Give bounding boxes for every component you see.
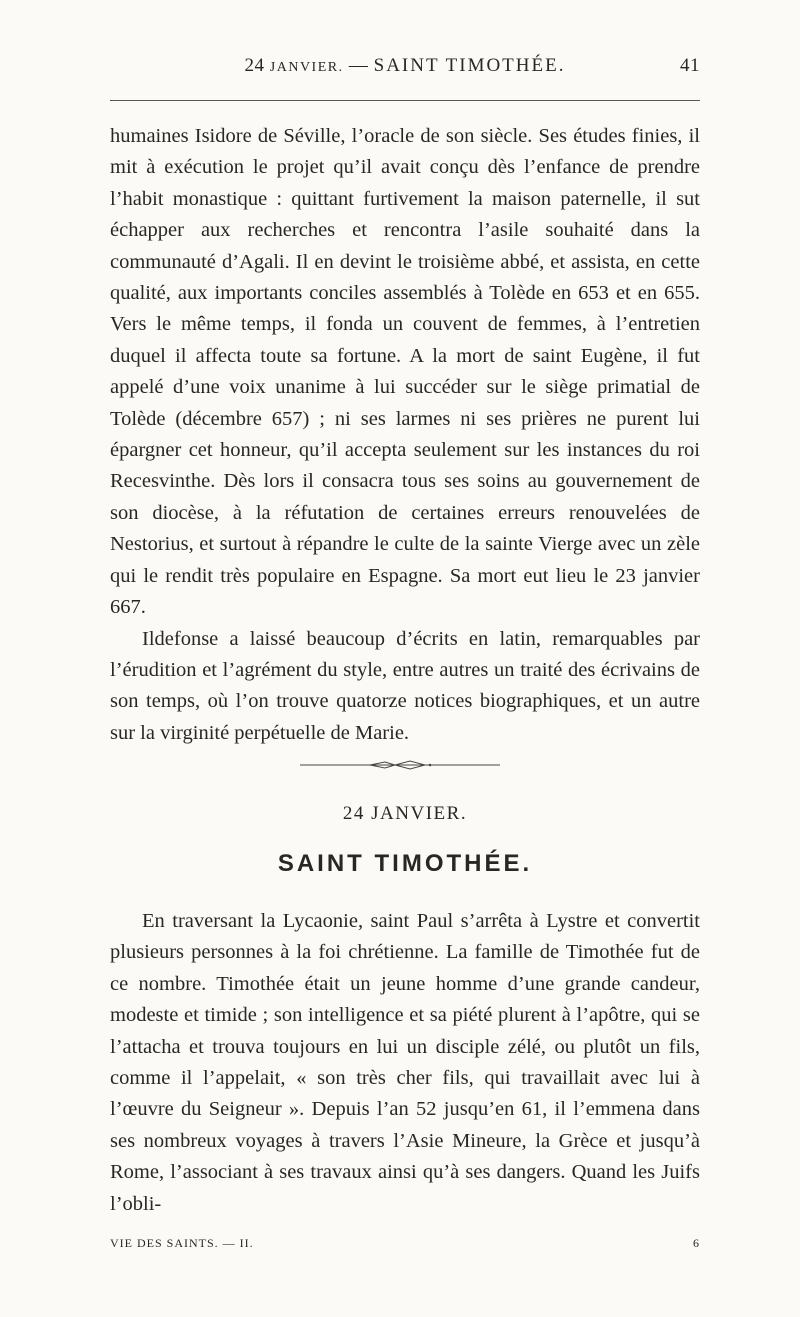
section-ornament	[300, 758, 500, 772]
running-head-separator: —	[348, 55, 369, 76]
page-number: 41	[680, 55, 700, 76]
footer-signature: VIE DES SAINTS. — II.	[110, 1236, 254, 1250]
running-head-day: 24	[244, 55, 265, 76]
header-rule	[110, 100, 700, 101]
text-block-bottom	[110, 906, 700, 1220]
running-head-month: JANVIER.	[269, 60, 344, 75]
footer-sheet-mark: 6	[693, 1236, 700, 1250]
text-block-top	[110, 121, 700, 749]
paragraph-isidore: humaines Isidore de Séville, l’oracle de son siècle. Ses études finies, il mit à exécution le projet qu’il avait conçu dès l’enfance de prendre l’habit monastique : quittant furtivement la maison paternelle, il sut échapper aux recherches et rencontra l’asile souhaité dans la communauté d’Agali. Il en devint le troisième abbé, et assista, en cette qualité, aux importants conciles assemblés à Tolède en 653 et en 655. Vers le même temps, il fonda un couvent de femmes, à l’entretien duquel il affecta toute sa fortune. A la mort de saint Eugène, il fut appelé d’une voix unanime à lui succéder sur le siège primatial de Tolède (décembre 657) ; ni ses larmes ni ses prières ne purent lui épargner cet honneur, qu’il accepta seulement sur les instances du roi Recesvinthe. Dès lors il consacra tous ses soins au gouvernement de son diocèse, à la réfutation de certaines erreurs renouvelées de Nestorius, et surtout à répandre le culte de la sainte Vierge avec un zèle qui le rendit très populaire en Espagne. Sa mort eut lieu le 23 janvier 667.	[110, 125, 700, 619]
page-footer	[110, 1236, 700, 1256]
paragraph-timothee: En traversant la Lycaonie, saint Paul s’arrêta à Lystre et convertit plusieurs personnes à la foi chrétienne. La famille de Timothée fut de ce nombre. Timothée était un jeune homme d’une grande candeur, modeste et timide ; son intelligence et sa piété plurent à l’apôtre, qui se l’attacha et trouva toujours en lui un disciple zélé, ou plutôt un fils, comme il l’appelait, « son très cher fils, qui travaillait avec lui à l’œuvre du Seigneur ». Depuis l’an 52 jusqu’en 61, il l’emmena dans ses nombreux voyages à travers l’Asie Mineure, la Grèce et jusqu’à Rome, l’associant à ses travaux ainsi qu’à ses dangers. Quand les Juifs l’obli-	[110, 910, 700, 1215]
section-date: 24 JANVIER.	[342, 803, 468, 824]
running-head-center	[110, 55, 700, 77]
running-head-title: SAINT TIMOTHÉE.	[373, 55, 566, 76]
paragraph-ildefonse-writings: Ildefonse a laissé beaucoup d’écrits en latin, remarquables par l’érudition et l’agrément du style, entre autres un traité des écrivains de son temps, où l’on trouve quatorze notices biographiques, et un autre sur la virginité perpétuelle de Marie.	[110, 627, 700, 744]
running-head	[110, 55, 700, 81]
section-title: SAINT TIMOTHÉE.	[277, 850, 533, 877]
